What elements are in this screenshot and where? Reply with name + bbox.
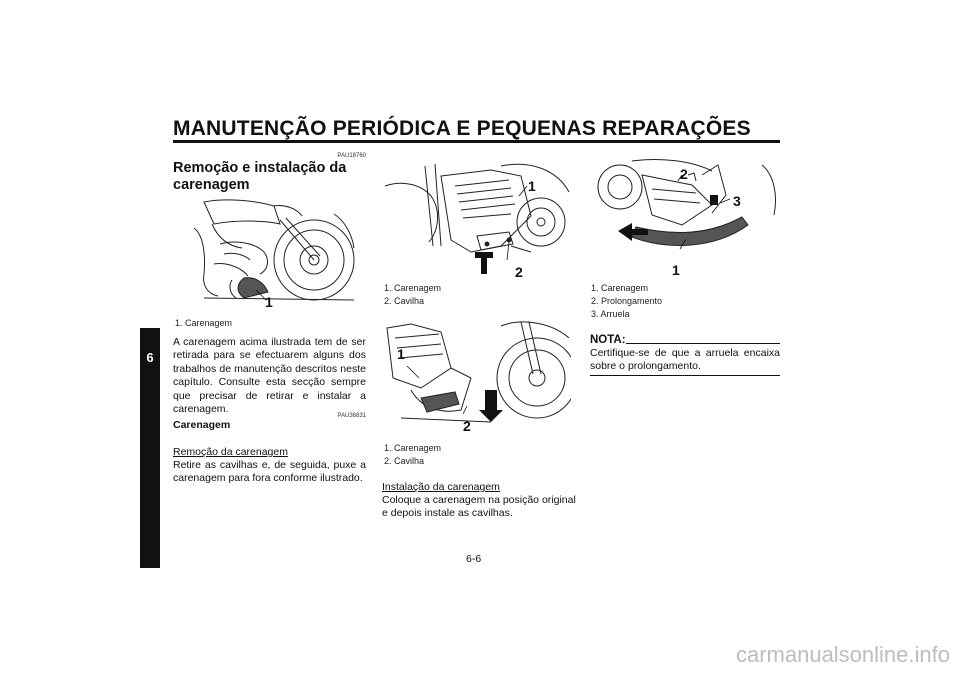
removal-title: Remoção da carenagem — [173, 446, 288, 458]
section-heading: Remoção e instalação da carenagem — [173, 160, 347, 193]
nota-top-rule — [626, 343, 780, 344]
figure-1-callout: 1 — [265, 294, 273, 310]
nota-text: Certifique-se de que a arruela encaixa sobre o prolongamento. — [590, 347, 780, 373]
install-title: Instalação da carenagem — [382, 481, 500, 493]
figure-3-caption-2: 2. Cavilha — [384, 456, 425, 466]
install-text: Coloque a carenagem na posição original e depois instale as cavilhas. — [382, 494, 576, 520]
watermark: carmanualsonline.info — [735, 642, 950, 667]
removal-text: Retire as cavilhas e, de seguida, puxe a carenagem para fora conforme ilustrado. — [173, 459, 366, 485]
section-code: PAU18760 — [337, 153, 366, 159]
nota-bottom-rule — [590, 375, 780, 376]
figure-4-callout-1: 1 — [672, 262, 680, 278]
figure-3-callout-2: 2 — [463, 418, 471, 434]
figure-4-caption-2: 2. Prolongamento — [591, 296, 663, 306]
page-number: 6-6 — [466, 553, 482, 565]
page-title: MANUTENÇÃO PERIÓDICA E PEQUENAS REPARAÇÕES — [173, 117, 751, 140]
figure-1-motorcycle-front — [184, 194, 364, 312]
figure-4-callout-2: 2 — [680, 166, 688, 182]
figure-2-caption-2: 2. Cavilha — [384, 296, 425, 306]
title-rule — [173, 140, 780, 143]
figure-4-callout-3: 3 — [733, 193, 741, 209]
figure-3-caption-1: 1. Carenagem — [384, 443, 442, 453]
chapter-number: 6 — [146, 350, 154, 365]
figure-4-caption-3: 3. Arruela — [591, 309, 630, 319]
figure-4-caption-1: 1. Carenagem — [591, 283, 649, 293]
figure-1-caption: 1. Carenagem — [175, 318, 233, 328]
section-code-2: PAU36831 — [337, 413, 366, 419]
figure-3-front-wheel — [381, 318, 571, 438]
subheading-carenagem: Carenagem — [173, 419, 231, 431]
figure-2-callout-1: 1 — [528, 178, 536, 194]
nota-label: NOTA: — [590, 334, 626, 346]
figure-3-callout-1: 1 — [397, 346, 405, 362]
figure-2-callout-2: 2 — [515, 264, 523, 280]
intro-paragraph: A carenagem acima ilustrada tem de ser retirada para se efectuarem alguns dos trabalhos de manutenção descritos neste capítulo. Consulte esta secção sempre que precisar de retirar e instalar a carenagem. — [173, 336, 366, 416]
figure-2-engine-side — [381, 156, 571, 278]
figure-2-caption-1: 1. Carenagem — [384, 283, 442, 293]
